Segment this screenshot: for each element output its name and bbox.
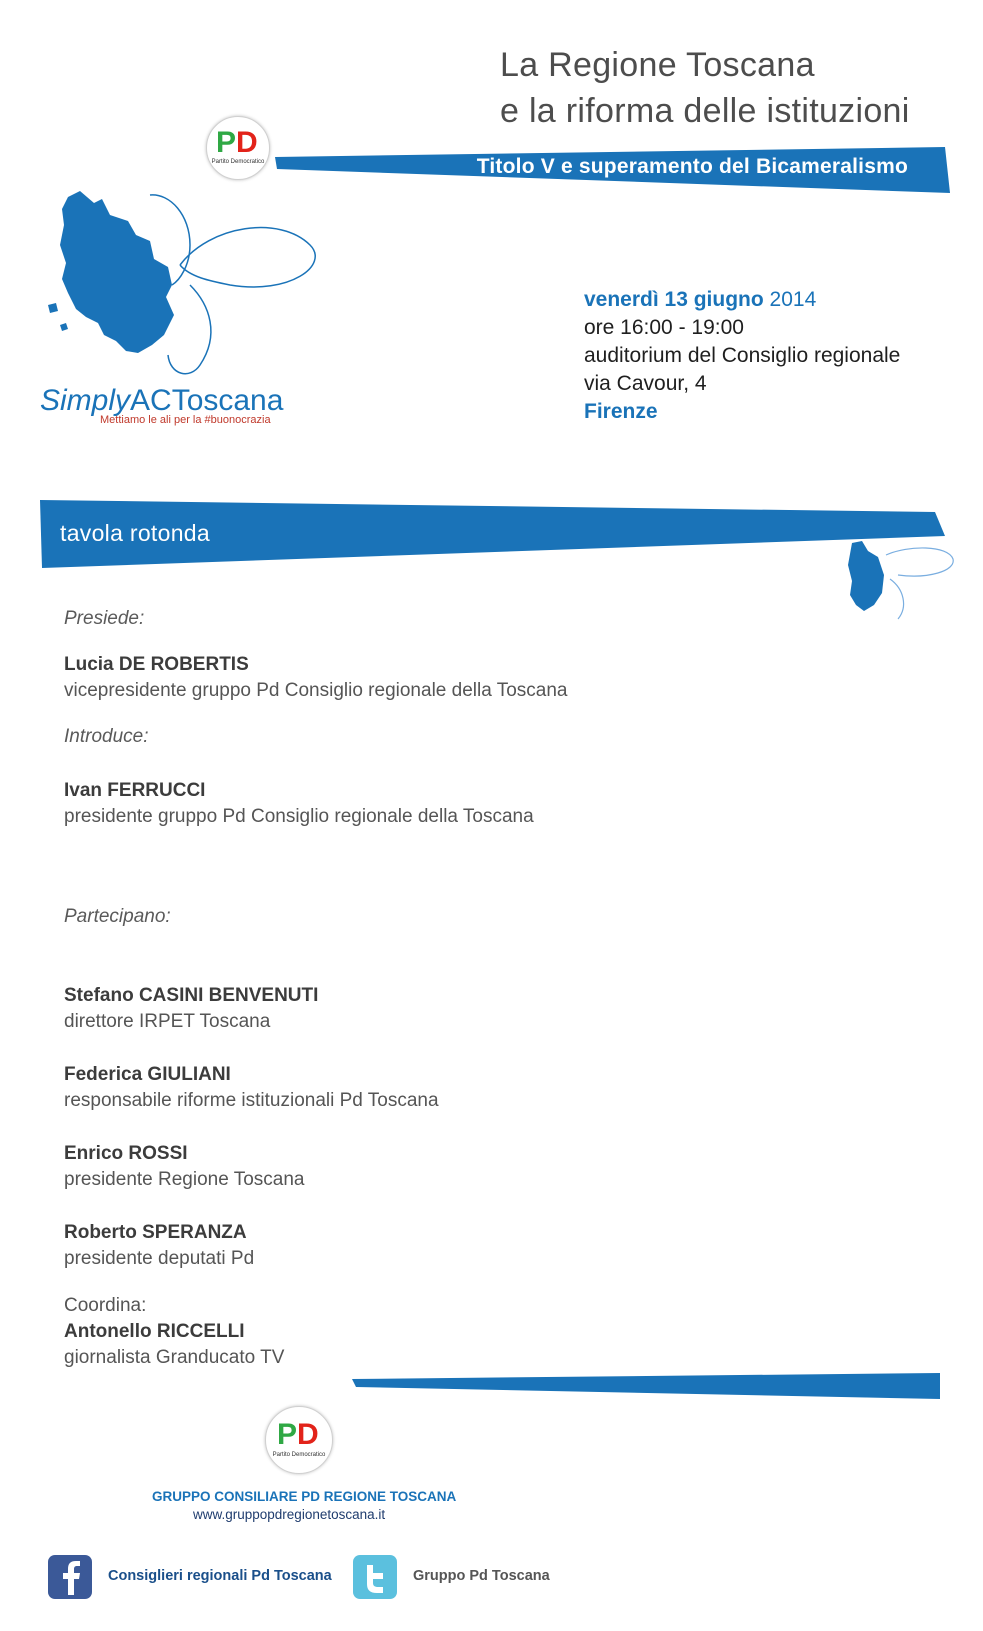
introduce-role: presidente gruppo Pd Consiglio regionale della Toscana: [64, 806, 534, 827]
participant-role: responsabile riforme istituzionali Pd Toscana: [64, 1090, 439, 1111]
event-date: venerdì 13 giugno: [584, 288, 764, 311]
pd-logo-footer: [265, 1406, 333, 1474]
event-venue: auditorium del Consiglio regionale: [584, 344, 901, 367]
brand-tagline: Mettiamo le ali per la #buonocrazia: [100, 414, 271, 426]
introduce-entry: [64, 778, 534, 830]
participant-name: Enrico ROSSI: [64, 1143, 188, 1164]
group-url-link[interactable]: www.gruppopdregionetoscana.it: [193, 1507, 386, 1522]
coordina-entry: [64, 1293, 284, 1371]
participant-role: presidente Regione Toscana: [64, 1169, 305, 1190]
brand-name: [40, 384, 283, 418]
group-name: GRUPPO CONSILIARE PD REGIONE TOSCANA: [152, 1489, 457, 1504]
partecipano-label: Partecipano:: [64, 906, 171, 927]
participant-entry: [64, 1062, 439, 1114]
event-subtitle: Titolo V e superamento del Bicameralismo: [476, 155, 908, 178]
facebook-link[interactable]: Consiglieri regionali Pd Toscana: [108, 1568, 332, 1584]
participant-entry: [64, 1141, 305, 1193]
event-title-line2: e la riforma delle istituzioni: [500, 92, 910, 130]
pd-logo-caption: Partito Democratico: [211, 159, 265, 165]
introduce-name: Ivan FERRUCCI: [64, 780, 206, 801]
coordina-name: Antonello RICCELLI: [64, 1321, 245, 1342]
pd-logo-d: D: [236, 126, 258, 159]
twitter-link[interactable]: Gruppo Pd Toscana: [413, 1568, 550, 1584]
event-title: [500, 42, 910, 134]
participant-name: Roberto SPERANZA: [64, 1222, 247, 1243]
event-time: ore 16:00 - 19:00: [584, 316, 744, 339]
butterfly-wing-icon: [180, 228, 315, 287]
twitter-icon[interactable]: [353, 1555, 397, 1599]
participant-name: Stefano CASINI BENVENUTI: [64, 985, 319, 1006]
pd-logo-caption: Partito Democratico: [272, 1452, 326, 1458]
participant-name: Federica GIULIANI: [64, 1064, 231, 1085]
butterfly-wing-icon: [168, 285, 211, 374]
round-table-band: [40, 500, 945, 568]
partecipano-section: [64, 904, 171, 930]
pd-logo-p: P: [277, 1418, 298, 1451]
participant-entry: [64, 1220, 254, 1272]
brand-name-part2: ACToscana: [130, 384, 284, 417]
brand-name-part1: Simply: [40, 384, 131, 417]
participant-role: presidente deputati Pd: [64, 1248, 255, 1269]
island-icon: [60, 323, 68, 331]
participant-role: direttore IRPET Toscana: [64, 1011, 271, 1032]
presiede-label: Presiede:: [64, 608, 145, 629]
introduce-section: [64, 724, 149, 750]
tuscany-map-icon: [60, 191, 174, 353]
tuscany-butterfly-logo: [40, 185, 330, 385]
pd-logo-d: D: [297, 1418, 319, 1451]
presiede-name: Lucia DE ROBERTIS: [64, 654, 249, 675]
participant-entry: [64, 983, 318, 1035]
presiede-section: [64, 606, 144, 632]
tuscany-map-icon: [848, 541, 884, 611]
pd-logo: [206, 116, 270, 180]
butterfly-wing-icon: [886, 548, 953, 576]
event-address: via Cavour, 4: [584, 372, 707, 395]
presiede-entry: [64, 652, 567, 704]
subtitle-band: [275, 147, 950, 193]
presiede-role: vicepresidente gruppo Pd Consiglio regionale della Toscana: [64, 680, 568, 701]
small-butterfly-logo: [838, 535, 958, 625]
pd-logo-p: P: [216, 126, 237, 159]
butterfly-wing-icon: [890, 579, 904, 619]
event-date-line: [584, 286, 900, 314]
event-year: 2014: [769, 288, 817, 311]
introduce-label: Introduce:: [64, 726, 149, 747]
event-city: Firenze: [584, 400, 658, 423]
round-table-label: tavola rotonda: [60, 520, 210, 546]
facebook-icon[interactable]: [48, 1555, 92, 1599]
event-title-line1: La Regione Toscana: [500, 46, 815, 84]
coordina-role: giornalista Granducato TV: [64, 1347, 285, 1368]
island-icon: [48, 303, 58, 313]
coordina-label: Coordina:: [64, 1295, 147, 1316]
footer-band: [352, 1373, 940, 1399]
event-details: [584, 286, 900, 426]
